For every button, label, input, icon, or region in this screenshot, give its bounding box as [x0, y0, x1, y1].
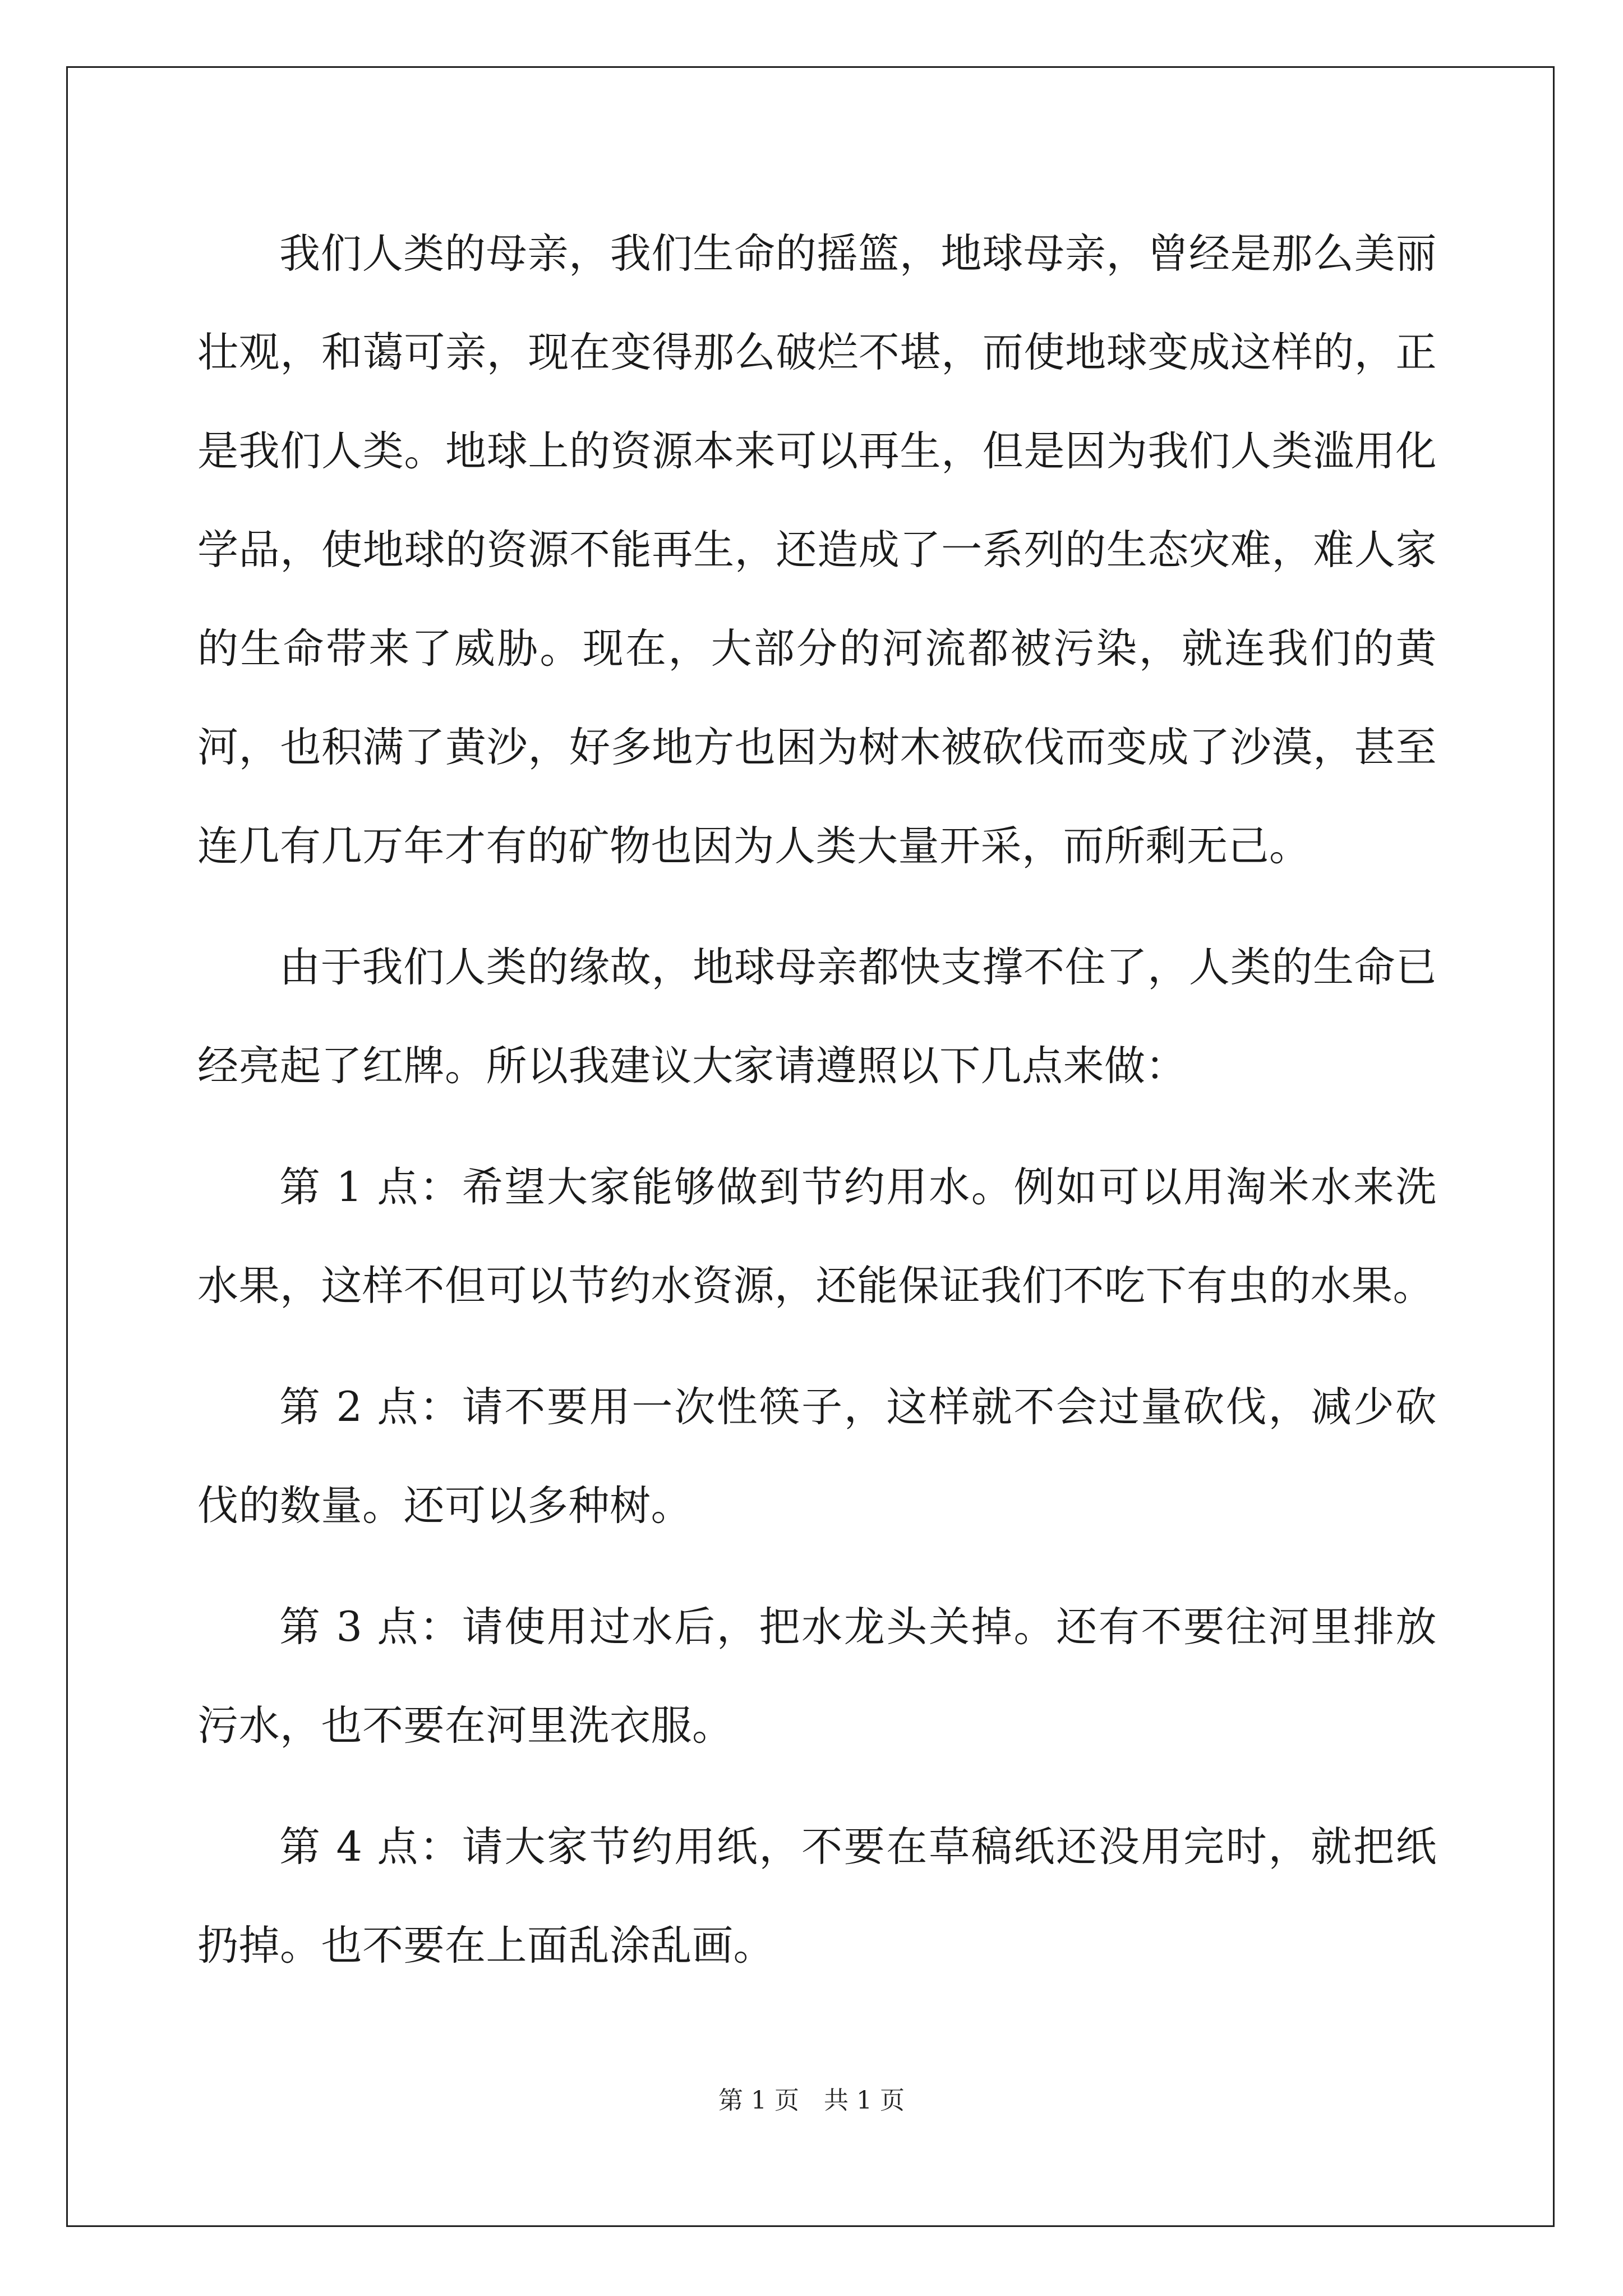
paragraph-appeal: 由于我们人类的缘故，地球母亲都快支撑不住了，人类的生命已经亮起了红牌。所以我建议大家请遵照以下几点来做：: [197, 944, 1437, 1090]
paragraph-point-4: 第 4 点：请大家节约用纸，不要在草稿纸还没用完时，就把纸扔掉。也不要在上面乱涂乱画。: [197, 1823, 1437, 1970]
paragraph-intro: 我们人类的母亲，我们生命的摇篮，地球母亲，曾经是那么美丽壮观，和蔼可亲，现在变得那么破烂不堪，而使地球变成这样的，正是我们人类。地球上的资源本来可以再生，但是因为我们人类滥用化学品，使地球的资源不能再生，还造成了一系列的生态灾难，难人家的生命带来了威胁。现在，大部分的河流都被污染，就连我们的黄河，也积满了黄沙，好多地方也困为树木被砍伐而变成了沙漠，甚至连几有几万年才有的矿物也因为人类大量开采，而所剩无己。: [197, 230, 1437, 870]
paragraph-point-1: 第 1 点：希望大家能够做到节约用水。例如可以用淘米水来洗水果，这样不但可以节约水资源，还能保证我们不吃下有虫的水果。: [197, 1163, 1437, 1310]
page-footer: 第 1 页 共 1 页: [718, 2086, 905, 2115]
paragraph-point-2: 第 2 点：请不要用一次性筷子，这样就不会过量砍伐，减少砍伐的数量。还可以多种树。: [197, 1383, 1437, 1530]
paragraph-point-3: 第 3 点：请使用过水后，把水龙头关掉。还有不要往河里排放污水，也不要在河里洗衣服。: [197, 1603, 1437, 1750]
document-body: [197, 205, 1437, 2018]
